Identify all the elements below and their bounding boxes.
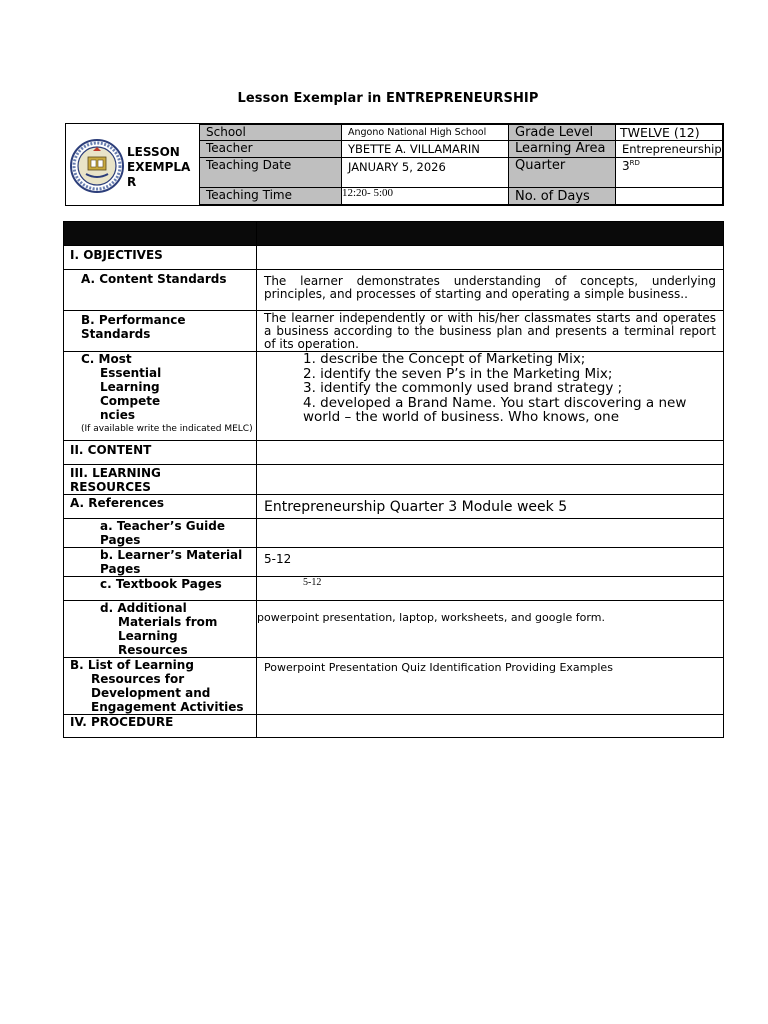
teachers-guide-line: Pages: [100, 533, 141, 547]
table-row: [64, 495, 724, 519]
learning-resources-line: III. LEARNING: [70, 466, 161, 480]
learners-material-label: [64, 548, 257, 577]
learning-area-label: Learning Area: [508, 140, 616, 158]
performance-label-line: B. Performance: [81, 313, 186, 327]
textbook-value: 5-12: [257, 577, 724, 601]
list-item: 4. developed a Brand Name. You start discovering a new: [303, 394, 687, 411]
table-row: [64, 577, 724, 601]
table-header-bar: [64, 222, 724, 246]
learners-material-line: Pages: [100, 562, 141, 576]
teaching-time-label: Teaching Time: [199, 187, 342, 205]
textbook-label: c. Textbook Pages: [64, 577, 257, 601]
melc-note: (If available write the indicated MELC): [81, 424, 253, 434]
page-title: Lesson Exemplar in ENTREPRENEURSHIP: [237, 91, 539, 106]
grade-level-label: Grade Level: [508, 124, 616, 141]
school-value: Angono National High School: [341, 124, 509, 141]
melc-label-line: Compete: [100, 394, 161, 408]
school-seal-icon: [69, 138, 125, 194]
table-row: [64, 519, 724, 548]
header-table: [65, 123, 724, 206]
quarter-label: Quarter: [508, 157, 616, 188]
list-item: 2. identify the seven P’s in the Marketing Mix;: [303, 365, 613, 382]
list-label-line: Development and: [91, 686, 211, 700]
table-row: [64, 352, 724, 441]
melc-label-line: Essential: [100, 366, 162, 380]
additional-line: Resources: [118, 643, 188, 657]
teaching-date-value: JANUARY 5, 2026: [341, 157, 509, 188]
quarter-value-cell: [615, 157, 723, 188]
learning-resources-list-label: [64, 658, 257, 715]
teacher-label: Teacher: [199, 140, 342, 158]
table-row: [64, 465, 724, 495]
melc-label-line: C. Most: [81, 352, 132, 366]
melc-label-line: ncies: [100, 408, 136, 422]
quarter-value: 3: [622, 159, 630, 173]
teaching-date-label: Teaching Date: [199, 157, 342, 188]
grade-level-value: TWELVE (12): [615, 124, 723, 141]
learning-area-value: Entrepreneurship: [615, 140, 723, 158]
references-value: Entrepreneurship Quarter 3 Module week 5: [257, 495, 724, 519]
additional-line: d. Additional: [100, 601, 187, 615]
school-label: School: [199, 124, 342, 141]
table-row: [64, 441, 724, 465]
performance-standards-label: [64, 311, 257, 352]
content-label: II. CONTENT: [64, 441, 257, 465]
content-standards-label: A. Content Standards: [64, 270, 257, 311]
teachers-guide-label: [64, 519, 257, 548]
learning-resources-label: [64, 465, 257, 495]
table-row: [64, 601, 724, 658]
learning-resources-line: RESOURCES: [70, 480, 151, 494]
table-row: [64, 246, 724, 270]
objectives-label: I. OBJECTIVES: [64, 246, 257, 270]
learners-material-line: b. Learner’s Material: [100, 548, 243, 562]
table-row: [64, 270, 724, 311]
list-label-line: Engagement Activities: [91, 700, 244, 714]
days-label: No. of Days: [508, 187, 616, 205]
additional-line: Materials from: [118, 615, 218, 629]
table-row: [64, 311, 724, 352]
list-item: 1. describe the Concept of Marketing Mix;: [303, 351, 586, 367]
teaching-time-value: 12:20- 5:00: [341, 187, 509, 205]
list-label-line: Resources for: [91, 672, 185, 686]
table-row: [64, 715, 724, 738]
logo-cell: [66, 124, 199, 205]
teacher-value: YBETTE A. VILLAMARIN: [341, 140, 509, 158]
additional-line: Learning: [118, 629, 178, 643]
learners-material-value: 5-12: [257, 548, 724, 577]
melc-list: [257, 352, 724, 441]
additional-materials-label: [64, 601, 257, 658]
procedure-label: IV. PROCEDURE: [64, 715, 257, 738]
melc-label: [64, 352, 257, 441]
quarter-suffix: RD: [629, 159, 640, 167]
table-row: [64, 658, 724, 715]
references-label: A. References: [64, 495, 257, 519]
content-standards-value: The learner demonstrates understanding of concepts, underlying principles, and processes of starting and operating a simple business..: [257, 270, 724, 311]
teachers-guide-line: a. Teacher’s Guide: [100, 519, 225, 533]
additional-materials-value: powerpoint presentation, laptop, worksheets, and google form.: [257, 601, 724, 658]
days-value: [615, 187, 723, 205]
lesson-exemplar-label: LESSON EXEMPLA R: [127, 145, 191, 189]
performance-standards-value: The learner independently or with his/her classmates starts and operates a business according to the business plan and presents a terminal report of its operation.: [257, 311, 724, 352]
melc-label-line: Learning: [100, 380, 160, 394]
lesson-table: [63, 221, 724, 738]
list-item: 3. identify the commonly used brand strategy ;: [303, 380, 623, 396]
performance-label-line: Standards: [81, 327, 151, 341]
list-item: world – the world of business. Who knows, one: [303, 409, 620, 425]
table-row: [64, 548, 724, 577]
learning-resources-list-value: Powerpoint Presentation Quiz Identification Providing Examples: [257, 658, 724, 715]
list-label-line: B. List of Learning: [70, 658, 194, 672]
